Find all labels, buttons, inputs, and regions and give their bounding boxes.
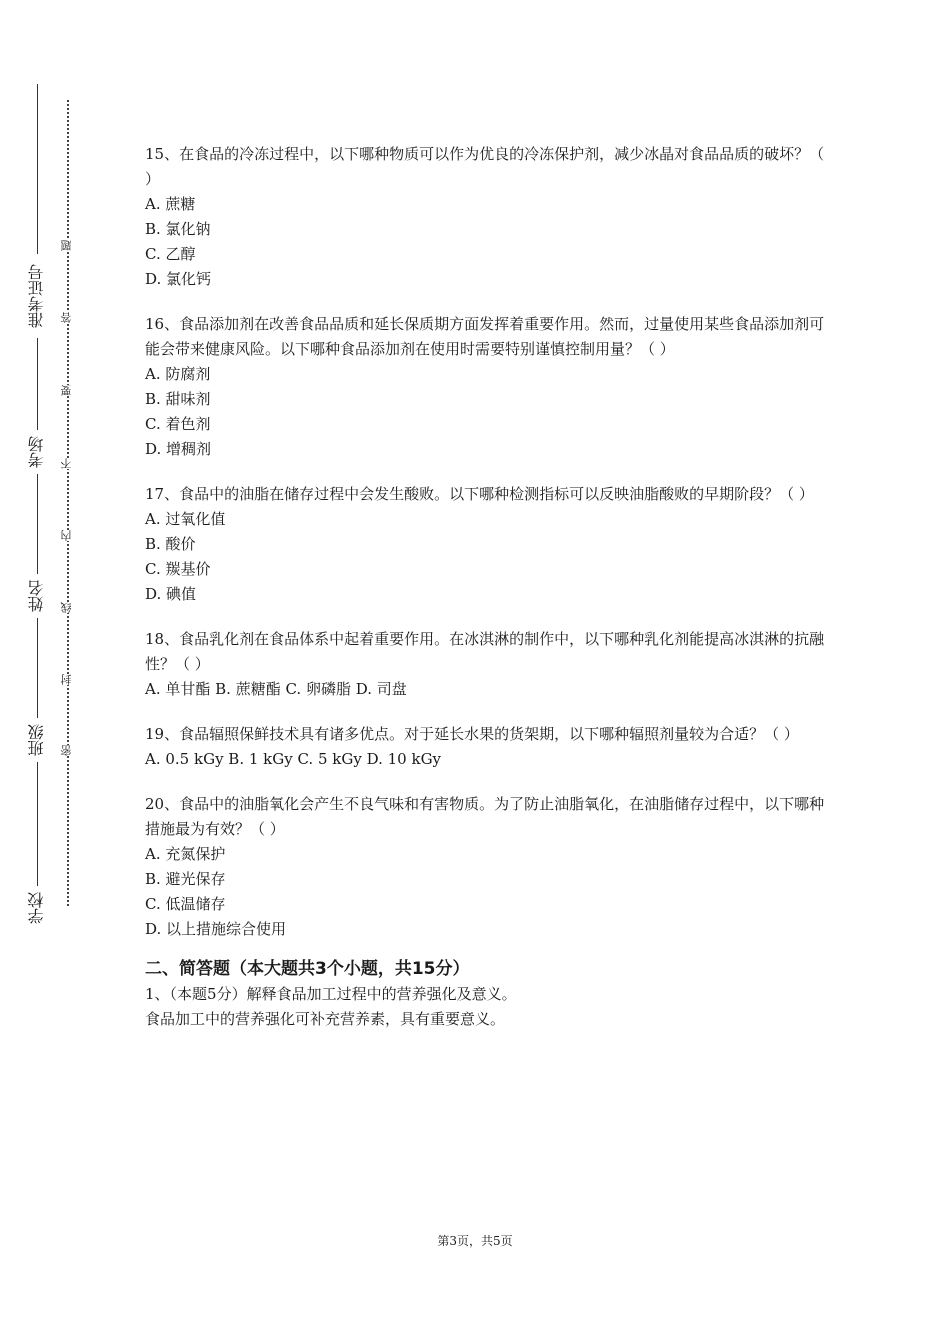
option-a: A. 防腐剂 (145, 365, 211, 383)
option-c: C. 低温储存 (145, 895, 226, 913)
seal-char: 题 (60, 240, 73, 251)
exam-content (145, 142, 825, 1032)
question-15 (145, 142, 825, 292)
inline-options: A. 单甘酯 B. 蔗糖酯 C. 卵磷脂 D. 司盘 (145, 680, 407, 698)
option-d: D. 氯化钙 (145, 270, 212, 288)
exam-room-label: 考场 (27, 436, 46, 468)
seal-char: 内 (60, 530, 73, 541)
seal-char: 不 (60, 458, 73, 469)
section-2-title: 二、简答题（本大题共3个小题，共15分） (145, 959, 470, 979)
option-a: A. 蔗糖 (145, 195, 196, 213)
question-19 (145, 722, 825, 772)
option-c: C. 着色剂 (145, 415, 211, 433)
question-18 (145, 627, 825, 702)
question-text: 20、食品中的油脂氧化会产生不良气味和有害物质。为了防止油脂氧化，在油脂储存过程中，以下哪种措施最为有效？（ ） (145, 795, 825, 838)
seal-char: 密 (60, 745, 73, 756)
school-label: 学校 (27, 892, 46, 924)
option-c: C. 乙醇 (145, 245, 196, 263)
binding-line (37, 618, 38, 718)
seal-char: 线 (60, 602, 73, 613)
question-text: 15、在食品的冷冻过程中，以下哪种物质可以作为优良的冷冻保护剂，减少冰晶对食品品质的破坏？（ ） (145, 145, 825, 188)
question-text: 19、食品辐照保鲜技术具有诸多优点。对于延长水果的货架期，以下哪种辐照剂量较为合适？（ ） (145, 725, 799, 743)
option-c: C. 羰基价 (145, 560, 211, 578)
binding-line (37, 84, 38, 254)
option-b: B. 氯化钠 (145, 220, 211, 238)
option-b: B. 避光保存 (145, 870, 226, 888)
option-a: A. 充氮保护 (145, 845, 226, 863)
page-footer: 第3页，共5页 (437, 1234, 513, 1248)
short-answer-question-1: 1、（本题5分）解释食品加工过程中的营养强化及意义。 (145, 985, 517, 1003)
seal-dotted-line (67, 100, 69, 906)
option-b: B. 甜味剂 (145, 390, 211, 408)
question-20 (145, 792, 825, 942)
binding-line (37, 474, 38, 574)
option-d: D. 碘值 (145, 585, 197, 603)
exam-number-label: 准考证号 (27, 264, 46, 328)
name-label: 姓名 (27, 580, 46, 612)
question-text: 18、食品乳化剂在食品体系中起着重要作用。在冰淇淋的制作中，以下哪种乳化剂能提高冰淇淋的抗融性？（ ） (145, 630, 825, 673)
option-d: D. 以上措施综合使用 (145, 920, 287, 938)
seal-char: 答 (60, 312, 73, 323)
seal-char: 要 (60, 385, 73, 396)
question-text: 16、食品添加剂在改善食品品质和延长保质期方面发挥着重要作用。然而，过量使用某些食品添加剂可能会带来健康风险。以下哪种食品添加剂在使用时需要特别谨慎控制用量？（ ） (145, 315, 825, 358)
binding-line (37, 762, 38, 886)
binding-line (37, 338, 38, 430)
short-answer-answer-1: 食品加工中的营养强化可补充营养素，具有重要意义。 (145, 1010, 506, 1028)
question-16 (145, 312, 825, 462)
seal-char: 封 (60, 674, 73, 685)
question-17 (145, 482, 825, 607)
binding-margin (0, 0, 90, 1344)
option-b: B. 酸价 (145, 535, 196, 553)
question-text: 17、食品中的油脂在储存过程中会发生酸败。以下哪种检测指标可以反映油脂酸败的早期阶段？（ ） (145, 485, 814, 503)
class-label: 班级 (27, 724, 46, 756)
option-d: D. 增稠剂 (145, 440, 212, 458)
inline-options: A. 0.5 kGy B. 1 kGy C. 5 kGy D. 10 kGy (145, 750, 442, 768)
option-a: A. 过氧化值 (145, 510, 226, 528)
